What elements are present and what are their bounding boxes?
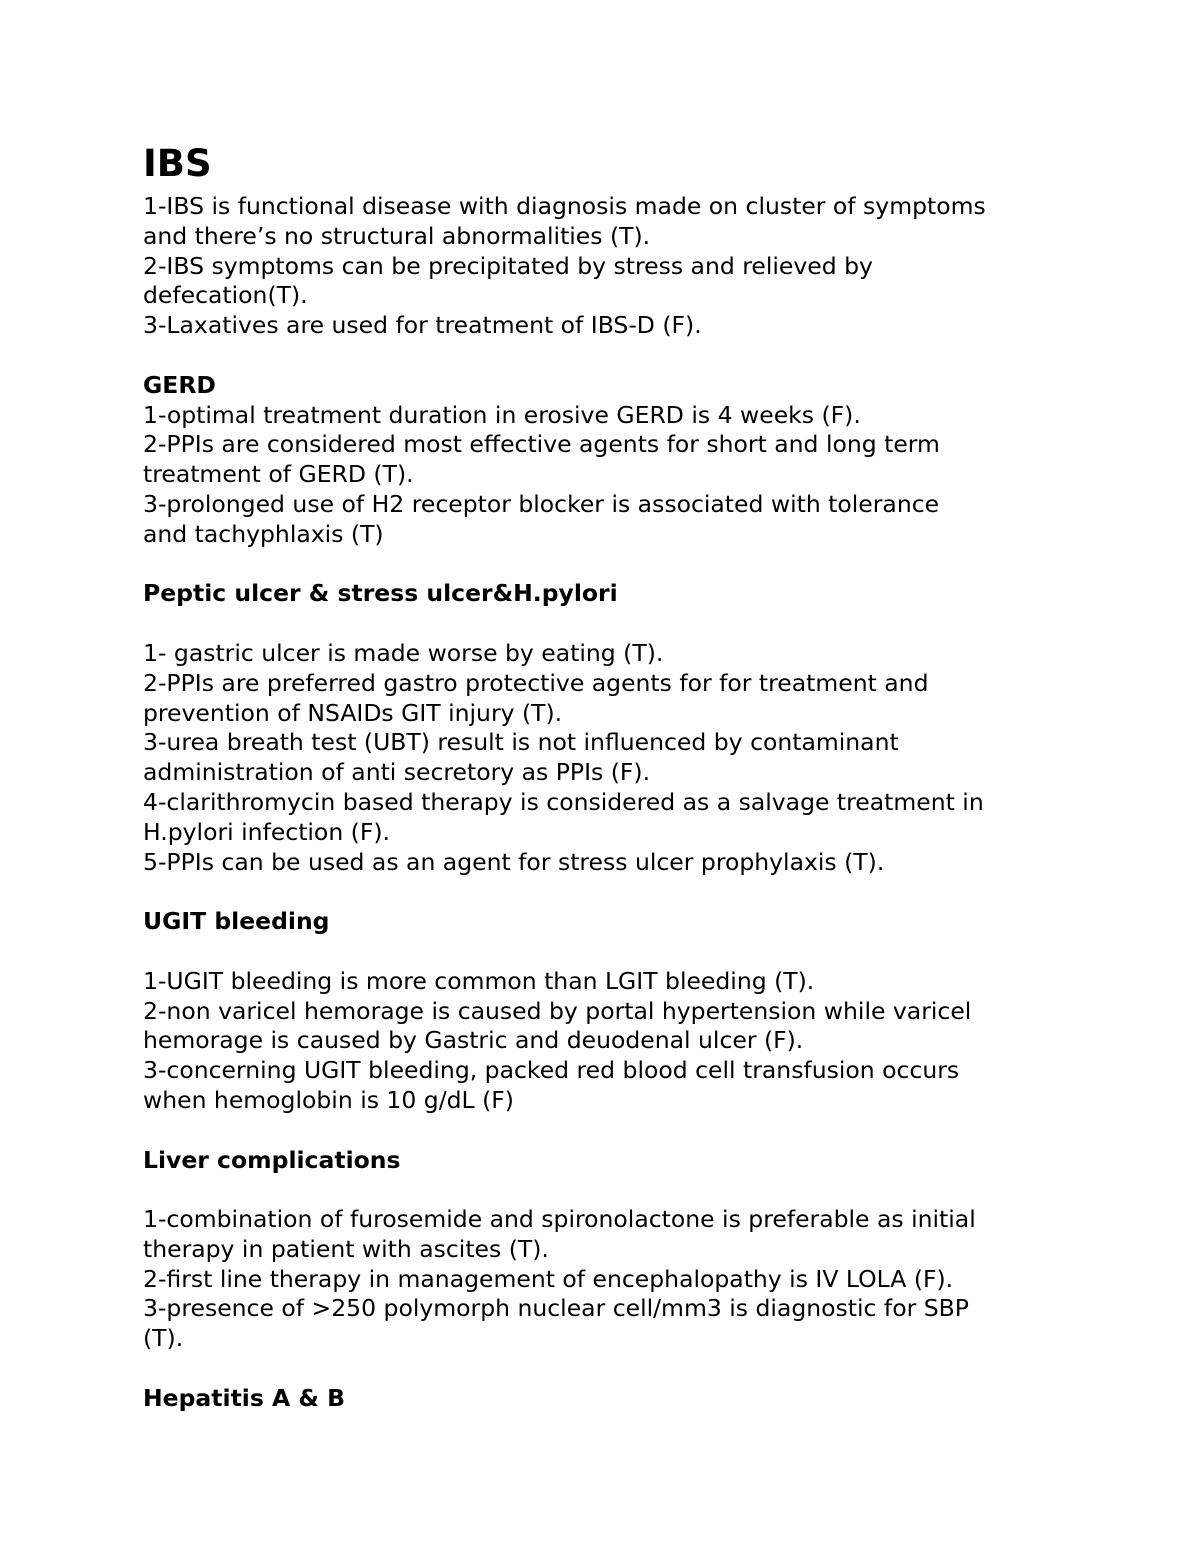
section-peptic-ulcer bbox=[143, 579, 1073, 877]
peptic-heading: Peptic ulcer & stress ulcer&H.pylori bbox=[143, 579, 618, 608]
peptic-line-5: administration of anti secretory as PPIs (F). bbox=[143, 758, 651, 787]
spacer bbox=[143, 1116, 1073, 1146]
ibs-line-5: 3-Laxatives are used for treatment of IBS-D (F). bbox=[143, 311, 702, 340]
ugit-line-3: hemorage is caused by Gastric and deuodenal ulcer (F). bbox=[143, 1026, 804, 1055]
ibs-line-4: defecation(T). bbox=[143, 281, 308, 310]
gerd-line-1: 1-optimal treatment duration in erosive GERD is 4 weeks (F). bbox=[143, 400, 861, 429]
ugit-line-4: 3-concerning UGIT bleeding, packed red blood cell transfusion occurs bbox=[143, 1056, 960, 1085]
ugit-line-1: 1-UGIT bleeding is more common than LGIT bleeding (T). bbox=[143, 966, 815, 995]
peptic-line-6: 4-clarithromycin based therapy is considered as a salvage treatment in bbox=[143, 787, 984, 816]
spacer bbox=[143, 550, 1073, 580]
ugit-heading: UGIT bleeding bbox=[143, 907, 330, 936]
gerd-heading: GERD bbox=[143, 370, 216, 399]
liver-heading: Liver complications bbox=[143, 1145, 401, 1174]
ibs-line-3: 2-IBS symptoms can be precipitated by stress and relieved by bbox=[143, 251, 873, 280]
document-page bbox=[143, 140, 1073, 1414]
section-hepatitis bbox=[143, 1384, 1073, 1414]
spacer bbox=[143, 1354, 1073, 1384]
section-ibs bbox=[143, 192, 1073, 341]
hepatitis-heading: Hepatitis A & B bbox=[143, 1383, 345, 1412]
ibs-line-1: 1-IBS is functional disease with diagnosis made on cluster of symptoms bbox=[143, 192, 986, 220]
peptic-line-2: 2-PPIs are preferred gastro protective agents for for treatment and bbox=[143, 668, 929, 697]
peptic-line-7: H.pylori infection (F). bbox=[143, 817, 391, 846]
document-title: IBS bbox=[143, 142, 212, 185]
peptic-line-8: 5-PPIs can be used as an agent for stress ulcer prophylaxis (T). bbox=[143, 847, 885, 876]
peptic-line-3: prevention of NSAIDs GIT injury (T). bbox=[143, 698, 563, 727]
gerd-line-5: and tachyphlaxis (T) bbox=[143, 519, 384, 548]
peptic-line-1: 1- gastric ulcer is made worse by eating (T). bbox=[143, 638, 664, 667]
ugit-line-2: 2-non varicel hemorage is caused by portal hypertension while varicel bbox=[143, 996, 972, 1025]
liver-line-3: 2-first line therapy in management of encephalopathy is IV LOLA (F). bbox=[143, 1264, 954, 1293]
spacer bbox=[143, 877, 1073, 907]
peptic-line-4: 3-urea breath test (UBT) result is not influenced by contaminant bbox=[143, 728, 899, 757]
section-liver-complications bbox=[143, 1146, 1073, 1355]
gerd-line-3: treatment of GERD (T). bbox=[143, 460, 414, 489]
section-gerd bbox=[143, 371, 1073, 550]
ibs-line-2: and there’s no structural abnormalities (T). bbox=[143, 221, 651, 250]
spacer bbox=[143, 937, 1073, 967]
liver-line-5: (T). bbox=[143, 1324, 184, 1353]
liver-line-2: therapy in patient with ascites (T). bbox=[143, 1234, 549, 1263]
liver-line-4: 3-presence of >250 polymorph nuclear cell/mm3 is diagnostic for SBP bbox=[143, 1294, 969, 1323]
section-ugit-bleeding bbox=[143, 907, 1073, 1116]
gerd-line-2: 2-PPIs are considered most effective agents for short and long term bbox=[143, 430, 940, 459]
gerd-line-4: 3-prolonged use of H2 receptor blocker is associated with tolerance bbox=[143, 489, 940, 518]
spacer bbox=[143, 341, 1073, 371]
spacer bbox=[143, 1175, 1073, 1205]
liver-line-1: 1-combination of furosemide and spironolactone is preferable as initial bbox=[143, 1205, 976, 1234]
spacer bbox=[143, 609, 1073, 639]
ugit-line-5: when hemoglobin is 10 g/dL (F) bbox=[143, 1085, 514, 1114]
